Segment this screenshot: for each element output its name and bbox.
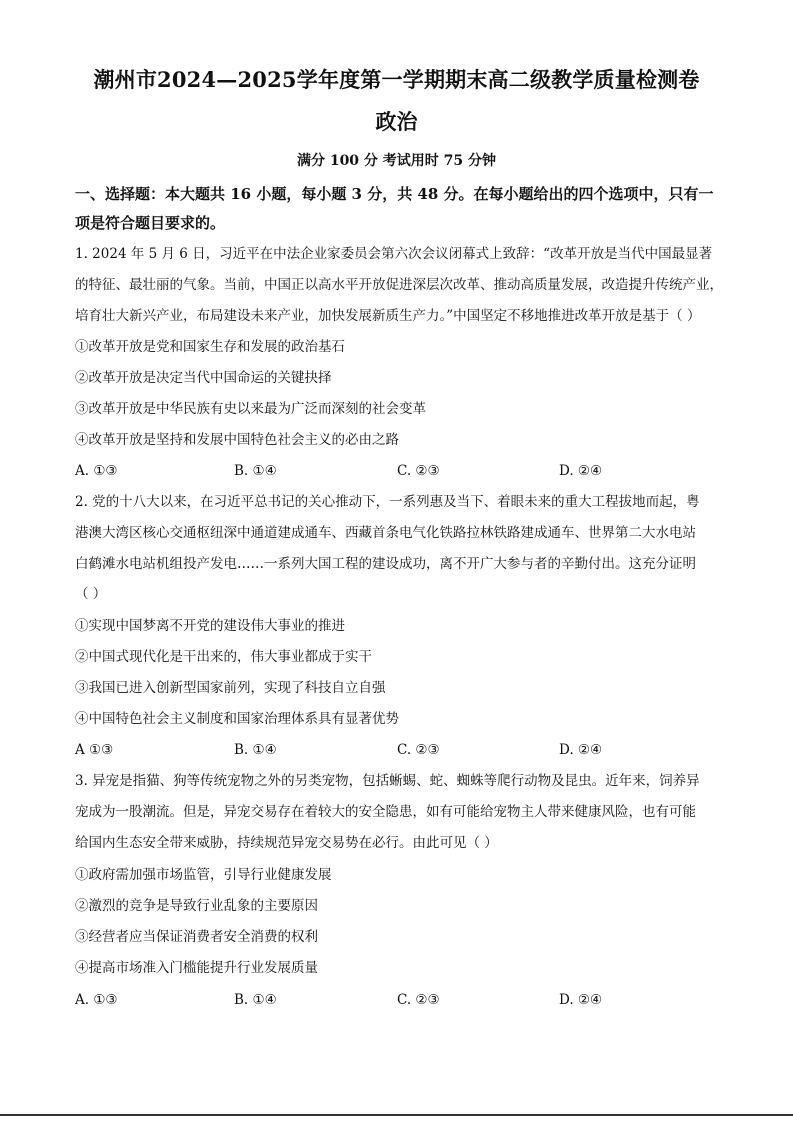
q3-stem-line: 3. 异宠是指猫、狗等传统宠物之外的另类宠物，包括蜥蜴、蛇、蜘蛛等爬行动物及昆虫。近年来，饲养异 <box>75 773 700 789</box>
q1-item: ②改革开放是决定当代中国命运的关键抉择 <box>75 370 332 386</box>
q2-options <box>75 740 735 760</box>
page-title: 潮州市2024—2025学年度第一学期期末高二级教学质量检测卷 <box>93 67 700 92</box>
q1-item: ①改革开放是党和国家生存和发展的政治基石 <box>75 339 345 355</box>
q2-stem-line: 港澳大湾区核心交通枢纽深中通道建成通车、西藏首条电气化铁路拉林铁路建成通车、世界第二大水电站 <box>75 525 696 541</box>
q2-item: ②中国式现代化是干出来的，伟大事业都成于实干 <box>75 649 372 665</box>
section-heading <box>75 180 725 238</box>
q3-option-c[interactable]: C. ②③ <box>397 992 440 1008</box>
subject-title: 政治 <box>375 109 418 134</box>
q3-item: ①政府需加强市场监管，引导行业健康发展 <box>75 867 332 883</box>
q3-item: ②激烈的竞争是导致行业乱象的主要原因 <box>75 898 318 914</box>
q2-stem-line: 白鹤滩水电站机组投产发电……一系列大国工程的建设成功，离不开广大参与者的辛勤付出。这充分证明 <box>75 556 696 572</box>
exam-meta: 满分 100 分 考试用时 75 分钟 <box>296 153 497 169</box>
q1-stem-line: 培育壮大新兴产业，布局建设未来产业，加快发展新质生产力。”中国坚定不移地推进改革开放是基于（ ） <box>75 308 701 324</box>
q2-option-b[interactable]: B. ①④ <box>234 742 277 758</box>
q1-option-c[interactable]: C. ②③ <box>397 463 440 479</box>
q2-item: ①实现中国梦离不开党的建设伟大事业的推进 <box>75 618 345 634</box>
q1-item: ④改革开放是坚持和发展中国特色社会主义的必由之路 <box>75 432 399 448</box>
q1-stem-line: 1. 2024 年 5 月 6 日，习近平在中法企业家委员会第六次会议闭幕式上致辞：“改革开放是当代中国最显著 <box>75 246 713 262</box>
q1-item: ③改革开放是中华民族有史以来最为广泛而深刻的社会变革 <box>75 401 426 417</box>
q2-option-c[interactable]: C. ②③ <box>397 742 440 758</box>
page-bottom-rule <box>0 1114 793 1116</box>
q2-stem-line: （ ） <box>75 586 107 602</box>
q3-item: ③经营者应当保证消费者安全消费的权利 <box>75 929 318 945</box>
q3-stem-line: 宠成为一股潮流。但是，异宠交易存在着较大的安全隐患，如有可能给宠物主人带来健康风险，也有可能 <box>75 804 696 820</box>
q1-stem-line: 的特征、最壮丽的气象。当前，中国正以高水平开放促进深层次改革、推动高质量发展，改造提升传统产业， <box>75 277 723 293</box>
q2-item: ③我国已进入创新型国家前列，实现了科技自立自强 <box>75 680 386 696</box>
q2-option-d[interactable]: D. ②④ <box>559 742 603 758</box>
q1-option-d[interactable]: D. ②④ <box>559 463 603 479</box>
q3-options <box>75 990 735 1010</box>
q3-option-a[interactable]: A. ①③ <box>75 992 118 1008</box>
q2-stem-line: 2. 党的十八大以来，在习近平总书记的关心推动下，一系列惠及当下、着眼未来的重大工程拔地而起，粤 <box>75 494 700 510</box>
q3-option-d[interactable]: D. ②④ <box>559 992 603 1008</box>
section-heading-line: 一、选择题：本大题共 16 小题，每小题 3 分，共 48 分。在每小题给出的四个选项中，只有一 <box>75 185 714 203</box>
q3-item: ④提高市场准入门槛能提升行业发展质量 <box>75 960 318 976</box>
q1-option-b[interactable]: B. ①④ <box>234 463 277 479</box>
q1-options <box>75 461 735 481</box>
q3-stem-line: 给国内生态安全带来威胁，持续规范异宠交易势在必行。由此可见（ ） <box>75 835 498 851</box>
q2-option-a[interactable]: A ①③ <box>75 742 114 758</box>
q3-option-b[interactable]: B. ①④ <box>234 992 277 1008</box>
section-heading-line: 项是符合题目要求的。 <box>75 214 226 232</box>
q1-option-a[interactable]: A. ①③ <box>75 463 118 479</box>
q2-item: ④中国特色社会主义制度和国家治理体系具有显著优势 <box>75 711 399 727</box>
